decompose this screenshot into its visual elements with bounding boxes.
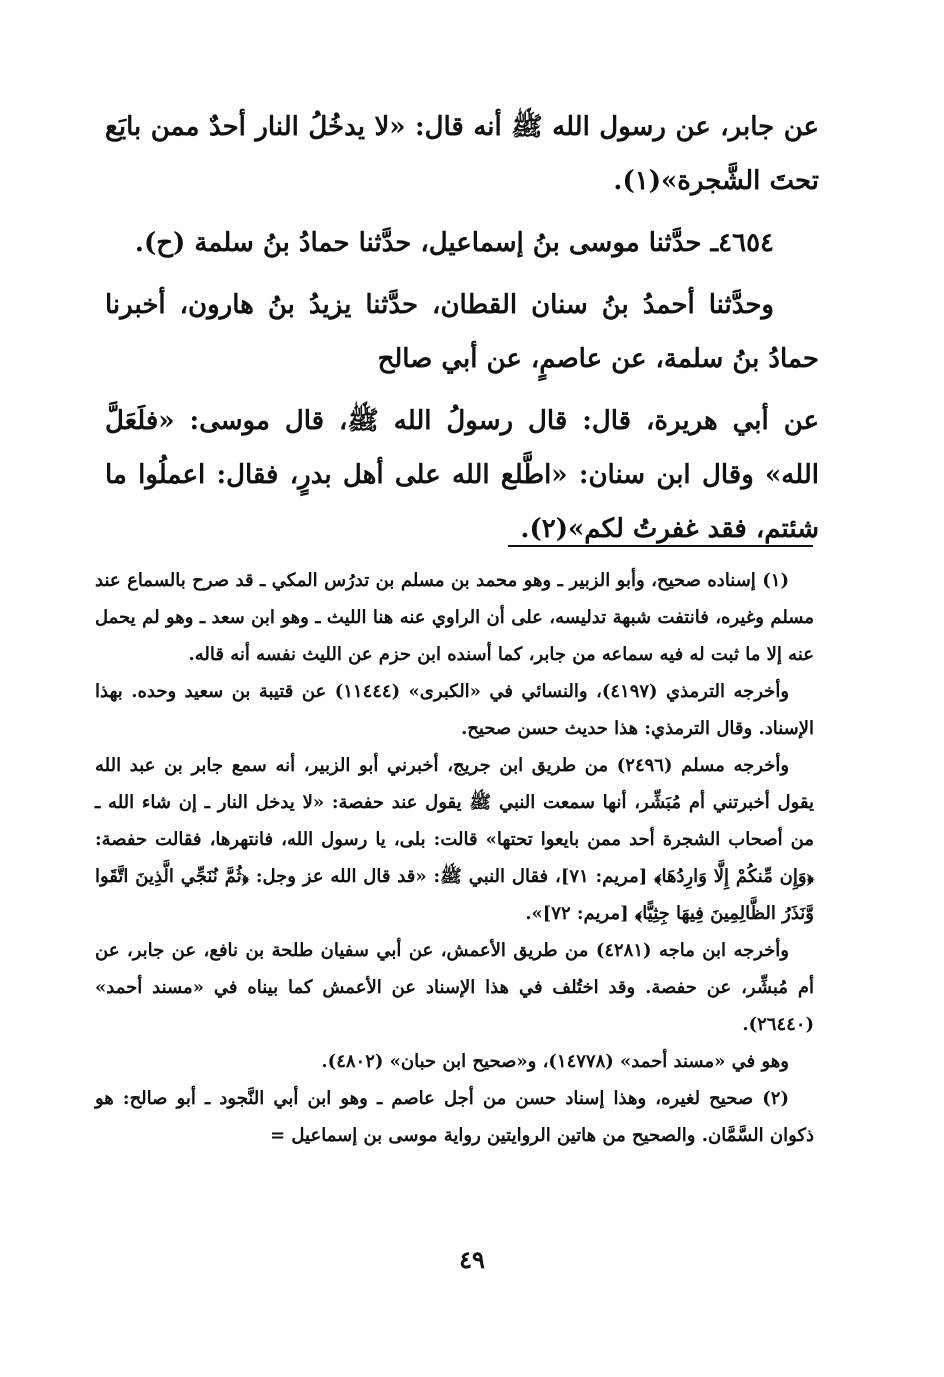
main-paragraph-3: وحدَّثنا أحمدُ بنُ سنان القطان، حدَّثنا يزيدُ بنُ هارون، أخبرنا حمادُ بنُ سلمة، عن عاصمٍ، عن أبي صالح — [105, 290, 819, 374]
footnote-paragraph-1: (١) إسناده صحيح، وأبو الزبير ـ وهو محمد بن مسلم بن تدرُس المكي ـ قد صرح بالسماع عند مسلم وغيره، فانتفت شبهة تدليسه، على أن الراوي عنه هنا الليث ـ وهو ابن سعد ـ وهو لم يحمل عنه إلا ما ثبت له فيه سماعه من جابر، كما أسنده ابن حزم عن الليث نفسه أنه قاله. — [95, 570, 814, 665]
footnote-paragraph-6: (٢) صحيح لغيره، وهذا إسناد حسن من أجل عاصم ـ وهو ابن أبي النَّجود ـ أبو صالح: هو ذكوان السَّمَّان. والصحيح من هاتين الروايتين رواية موسى بن إسماعيل = — [95, 1088, 814, 1146]
main-paragraph-1: عن جابر، عن رسول الله ﷺ أنه قال: «لا يدخُلُ النار أحدٌ ممن بايَع تحتَ الشَّجرة»(١). — [105, 112, 819, 196]
footnote-paragraph-2: وأخرجه الترمذي (٤١٩٧)، والنسائي في «الكبرى» (١١٤٤٤) عن قتيبة بن سعيد وحده. بهذا الإسناد. وقال الترمذي: هذا حديث حسن صحيح. — [95, 681, 814, 739]
main-paragraph-2: ٤٦٥٤ـ حدَّثنا موسى بنُ إسماعيل، حدَّثنا حمادُ بنُ سلمة (ح). — [134, 228, 774, 258]
footnote-paragraph-5: وهو في «مسند أحمد» (١٤٧٧٨)، و«صحيح ابن حبان» (٤٨٠٢). — [321, 1051, 789, 1072]
footnote-divider — [508, 545, 813, 547]
footnotes-block — [95, 562, 814, 1154]
footnote-paragraph-3: وأخرجه مسلم (٢٤٩٦) من طريق ابن جريج، أخبرني أبو الزبير، أنه سمع جابر بن عبد الله يقول أخبرتني أم مُبَشِّر، أنها سمعت النبي ﷺ يقول عند حفصة: «لا يدخل النار ـ إن شاء الله ـ من أصحاب الشجرة أحد ممن بايعوا تحتها» قالت: بلى، يا رسول الله، فانتهرها، فقالت حفصة: ﴿وَإِن مِّنكُمْ إِلَّا وَارِدُهَا﴾ [مريم: ٧١]، فقال النبي ﷺ: «قد قال الله عز وجل: ﴿ثُمَّ نُنَجِّي الَّذِينَ اتَّقَوا وَّنَذَرُ الظَّالِمِينَ فِيهَا جِثِيًّا﴾ [مريم: ٧٢]». — [95, 755, 814, 924]
footnote-paragraph-4: وأخرجه ابن ماجه (٤٢٨١) من طريق الأعمش، عن أبي سفيان طلحة بن نافع، عن جابر، عن أم مُبشِّر، عن حفصة. وقد اختُلف في هذا الإسناد عن الأعمش كما بيناه في «مسند أحمد» (٢٦٤٤٠). — [95, 940, 814, 1035]
page-number: ٤٩ — [459, 1245, 485, 1274]
hadith-text-block — [105, 100, 819, 556]
main-paragraph-4: عن أبي هريرة، قال: قال رسولُ الله ﷺ، قال موسى: «فلَعَلَّ الله» وقال ابن سنان: «اطَّلع الله على أهل بدرٍ، فقال: اعملُوا ما شئتم، فقد غفرتُ لكم»(٢). — [105, 406, 819, 544]
